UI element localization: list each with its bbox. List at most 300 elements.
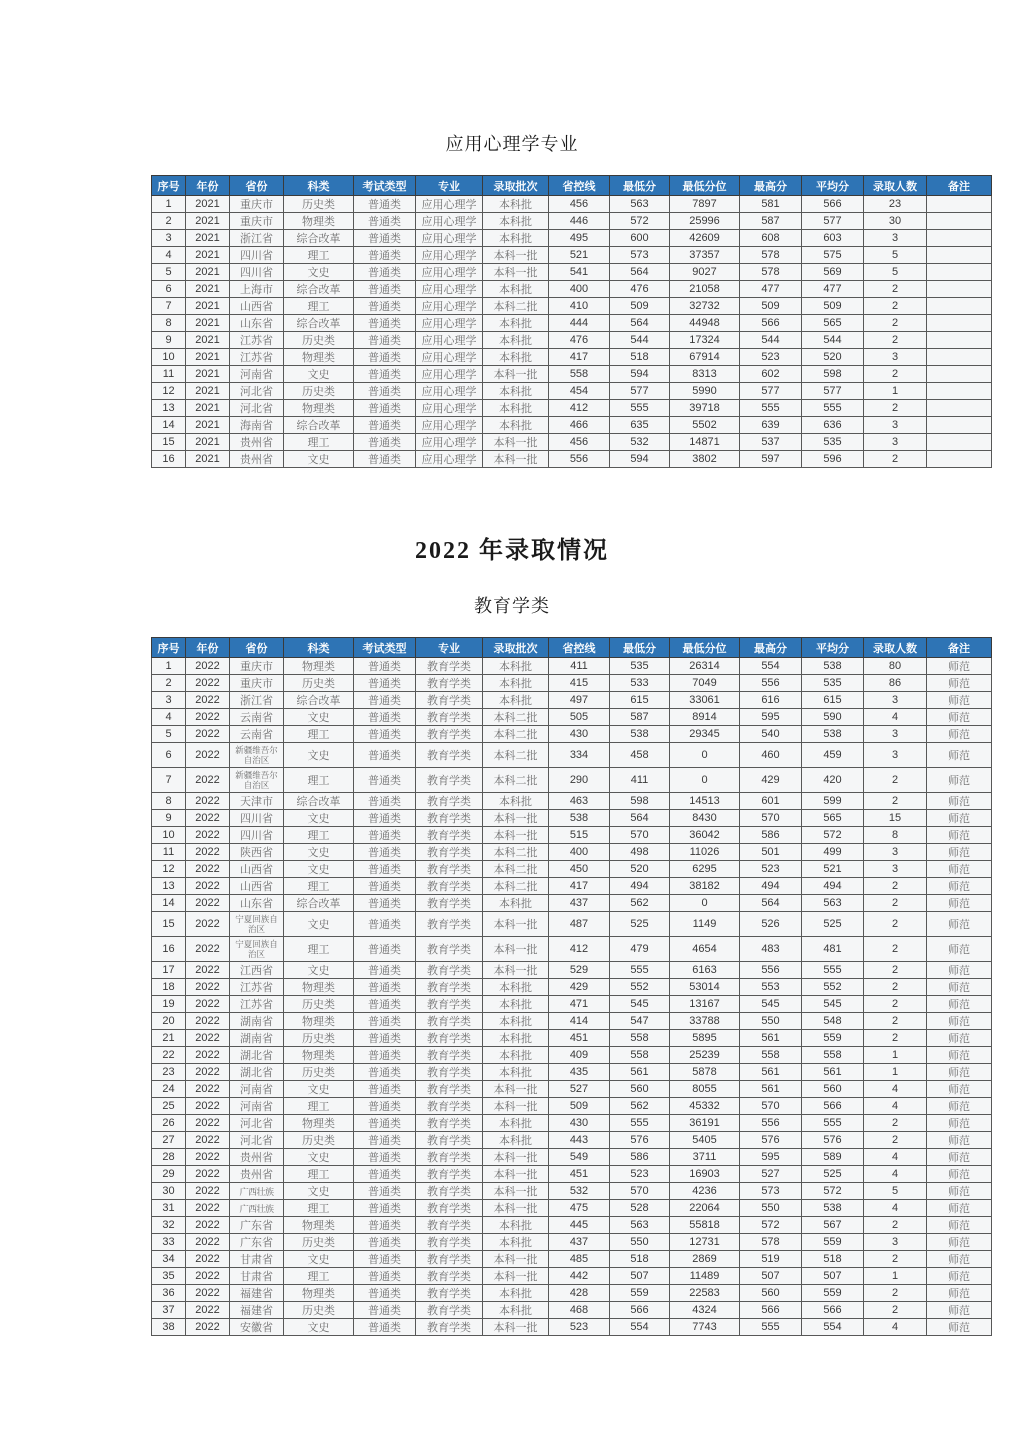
table-cell: 贵州省 bbox=[230, 451, 284, 468]
table-cell: 577 bbox=[740, 383, 802, 400]
table-cell: 555 bbox=[610, 962, 670, 979]
table-cell: 412 bbox=[549, 400, 610, 417]
table-cell: 23 bbox=[152, 1064, 186, 1081]
table-cell: 普通类 bbox=[354, 1166, 416, 1183]
table-cell: 1 bbox=[864, 1268, 927, 1285]
table-cell: 河北省 bbox=[230, 383, 284, 400]
section1-title: 应用心理学专业 bbox=[445, 134, 579, 154]
table-cell: 411 bbox=[610, 768, 670, 793]
table-cell: 5 bbox=[152, 264, 186, 281]
table-cell: 32 bbox=[152, 1217, 186, 1234]
table-cell: 456 bbox=[549, 434, 610, 451]
table-cell: 江苏省 bbox=[230, 332, 284, 349]
table-row bbox=[152, 1166, 992, 1183]
table-cell: 山东省 bbox=[230, 895, 284, 912]
table-cell: 572 bbox=[740, 1217, 802, 1234]
table-cell: 487 bbox=[549, 912, 610, 937]
table-cell: 历史类 bbox=[284, 332, 354, 349]
table-cell: 普通类 bbox=[354, 962, 416, 979]
table-cell: 理工 bbox=[284, 726, 354, 743]
table-cell: 本科二批 bbox=[483, 298, 549, 315]
table-cell: 教育学类 bbox=[416, 844, 483, 861]
table-cell: 教育学类 bbox=[416, 1166, 483, 1183]
column-header: 最高分 bbox=[740, 176, 802, 196]
table-row bbox=[152, 332, 992, 349]
table-row bbox=[152, 417, 992, 434]
table-cell: 应用心理学 bbox=[416, 417, 483, 434]
table-cell: 本科批 bbox=[483, 332, 549, 349]
table-cell: 2 bbox=[864, 1132, 927, 1149]
table-cell: 3 bbox=[152, 692, 186, 709]
table-cell: 文史 bbox=[284, 844, 354, 861]
table-cell: 师范 bbox=[927, 1302, 992, 1319]
table-cell: 教育学类 bbox=[416, 1047, 483, 1064]
table-cell: 507 bbox=[610, 1268, 670, 1285]
table-cell: 普通类 bbox=[354, 366, 416, 383]
column-header: 序号 bbox=[152, 638, 186, 658]
table-cell bbox=[927, 417, 992, 434]
table-cell: 文史 bbox=[284, 366, 354, 383]
table-cell: 25996 bbox=[670, 213, 740, 230]
table-cell: 290 bbox=[549, 768, 610, 793]
table-cell: 普通类 bbox=[354, 1234, 416, 1251]
table-cell: 544 bbox=[740, 332, 802, 349]
table-cell: 普通类 bbox=[354, 1081, 416, 1098]
column-header: 最低分 bbox=[610, 638, 670, 658]
table-cell: 本科一批 bbox=[483, 962, 549, 979]
table-cell: 四川省 bbox=[230, 264, 284, 281]
column-header: 备注 bbox=[927, 176, 992, 196]
table-cell: 5 bbox=[864, 247, 927, 264]
table-cell: 30 bbox=[152, 1183, 186, 1200]
table-cell: 476 bbox=[610, 281, 670, 298]
table-cell: 538 bbox=[802, 658, 864, 675]
table-cell: 494 bbox=[610, 878, 670, 895]
table-cell: 29 bbox=[152, 1166, 186, 1183]
table-cell: 普通类 bbox=[354, 844, 416, 861]
table-cell: 544 bbox=[610, 332, 670, 349]
table-cell: 陕西省 bbox=[230, 844, 284, 861]
table-cell: 547 bbox=[610, 1013, 670, 1030]
table-cell: 教育学类 bbox=[416, 658, 483, 675]
table-cell: 2 bbox=[864, 1217, 927, 1234]
table-cell: 普通类 bbox=[354, 213, 416, 230]
table-cell: 普通类 bbox=[354, 996, 416, 1013]
table-cell: 563 bbox=[610, 196, 670, 213]
table-cell: 云南省 bbox=[230, 709, 284, 726]
table-cell: 6163 bbox=[670, 962, 740, 979]
table-cell: 446 bbox=[549, 213, 610, 230]
table-cell: 湖南省 bbox=[230, 1030, 284, 1047]
table-cell: 30 bbox=[864, 213, 927, 230]
table-cell: 38 bbox=[152, 1319, 186, 1336]
table-cell: 437 bbox=[549, 1234, 610, 1251]
table-cell: 2022 bbox=[186, 1319, 230, 1336]
table-cell: 22064 bbox=[670, 1200, 740, 1217]
table-cell: 师范 bbox=[927, 844, 992, 861]
table-cell: 552 bbox=[802, 979, 864, 996]
table-row bbox=[152, 315, 992, 332]
table-cell bbox=[927, 213, 992, 230]
table-row bbox=[152, 1149, 992, 1166]
table-cell: 561 bbox=[740, 1064, 802, 1081]
column-header: 省份 bbox=[230, 176, 284, 196]
table-cell: 普通类 bbox=[354, 658, 416, 675]
table-cell: 561 bbox=[802, 1064, 864, 1081]
table-cell: 545 bbox=[740, 996, 802, 1013]
table-cell: 2022 bbox=[186, 878, 230, 895]
table-cell: 559 bbox=[802, 1030, 864, 1047]
table-cell: 555 bbox=[802, 1115, 864, 1132]
table-cell: 565 bbox=[802, 810, 864, 827]
table-row bbox=[152, 281, 992, 298]
table-cell: 重庆市 bbox=[230, 675, 284, 692]
table-cell: 师范 bbox=[927, 861, 992, 878]
table-cell: 理工 bbox=[284, 1166, 354, 1183]
table-cell: 2022 bbox=[186, 658, 230, 675]
table-cell: 460 bbox=[740, 743, 802, 768]
table-cell: 26 bbox=[152, 1115, 186, 1132]
table-cell: 本科批 bbox=[483, 1047, 549, 1064]
table-cell: 历史类 bbox=[284, 383, 354, 400]
table-row bbox=[152, 400, 992, 417]
table-cell: 江苏省 bbox=[230, 349, 284, 366]
table-row bbox=[152, 1268, 992, 1285]
table-cell: 0 bbox=[670, 768, 740, 793]
table-cell: 8 bbox=[152, 315, 186, 332]
table-row bbox=[152, 1251, 992, 1268]
table-cell: 广东省 bbox=[230, 1217, 284, 1234]
table-cell: 494 bbox=[740, 878, 802, 895]
table-cell: 497 bbox=[549, 692, 610, 709]
table-cell: 586 bbox=[740, 827, 802, 844]
table-cell: 应用心理学 bbox=[416, 400, 483, 417]
table-cell: 459 bbox=[802, 743, 864, 768]
table-cell: 湖北省 bbox=[230, 1064, 284, 1081]
column-header: 科类 bbox=[284, 638, 354, 658]
column-header: 专业 bbox=[416, 176, 483, 196]
table-cell: 2 bbox=[152, 675, 186, 692]
table-cell: 师范 bbox=[927, 1030, 992, 1047]
table-cell: 2 bbox=[864, 878, 927, 895]
table-cell: 3 bbox=[864, 417, 927, 434]
table-cell: 本科一批 bbox=[483, 1200, 549, 1217]
table-cell: 4324 bbox=[670, 1302, 740, 1319]
table-row bbox=[152, 434, 992, 451]
table-cell: 521 bbox=[802, 861, 864, 878]
table-cell: 上海市 bbox=[230, 281, 284, 298]
table-cell: 2022 bbox=[186, 912, 230, 937]
table-cell: 523 bbox=[549, 1319, 610, 1336]
table-cell: 8914 bbox=[670, 709, 740, 726]
table-cell: 本科批 bbox=[483, 196, 549, 213]
table-cell: 本科一批 bbox=[483, 1251, 549, 1268]
table-cell: 2021 bbox=[186, 400, 230, 417]
table-cell: 文史 bbox=[284, 962, 354, 979]
table-cell: 2022 bbox=[186, 962, 230, 979]
table-cell: 物理类 bbox=[284, 1115, 354, 1132]
table-cell: 应用心理学 bbox=[416, 366, 483, 383]
table-cell: 江苏省 bbox=[230, 996, 284, 1013]
table-cell: 2 bbox=[864, 996, 927, 1013]
table-cell: 597 bbox=[740, 451, 802, 468]
table-body bbox=[152, 196, 992, 468]
table-cell: 562 bbox=[610, 1098, 670, 1115]
table-cell: 578 bbox=[740, 264, 802, 281]
table-cell: 2021 bbox=[186, 247, 230, 264]
table-cell: 13167 bbox=[670, 996, 740, 1013]
table-cell: 410 bbox=[549, 298, 610, 315]
table-cell: 527 bbox=[549, 1081, 610, 1098]
table-cell: 师范 bbox=[927, 1081, 992, 1098]
table-cell: 本科批 bbox=[483, 213, 549, 230]
table-row bbox=[152, 895, 992, 912]
table-cell: 67914 bbox=[670, 349, 740, 366]
table-cell: 572 bbox=[610, 213, 670, 230]
table-cell: 本科一批 bbox=[483, 1319, 549, 1336]
table-cell: 重庆市 bbox=[230, 658, 284, 675]
table-cell: 456 bbox=[549, 196, 610, 213]
table-cell: 442 bbox=[549, 1268, 610, 1285]
table-cell: 556 bbox=[740, 1115, 802, 1132]
table-cell: 454 bbox=[549, 383, 610, 400]
table-cell: 3 bbox=[864, 861, 927, 878]
table-cell: 417 bbox=[549, 878, 610, 895]
table-cell: 550 bbox=[610, 1234, 670, 1251]
table-cell: 494 bbox=[802, 878, 864, 895]
table-cell: 32732 bbox=[670, 298, 740, 315]
table-cell: 历史类 bbox=[284, 996, 354, 1013]
table-cell: 综合改革 bbox=[284, 230, 354, 247]
table-row bbox=[152, 768, 992, 793]
table-cell: 师范 bbox=[927, 979, 992, 996]
table-cell: 2022 bbox=[186, 1234, 230, 1251]
table-body bbox=[152, 658, 992, 1336]
table-cell: 教育学类 bbox=[416, 1098, 483, 1115]
table-cell: 14871 bbox=[670, 434, 740, 451]
column-header: 科类 bbox=[284, 176, 354, 196]
table-cell: 635 bbox=[610, 417, 670, 434]
table-cell: 501 bbox=[740, 844, 802, 861]
table-cell: 江西省 bbox=[230, 962, 284, 979]
table-cell: 天津市 bbox=[230, 793, 284, 810]
table-cell: 400 bbox=[549, 844, 610, 861]
table-cell: 9 bbox=[152, 810, 186, 827]
table-cell: 481 bbox=[802, 937, 864, 962]
table-cell: 应用心理学 bbox=[416, 247, 483, 264]
table-cell: 548 bbox=[802, 1013, 864, 1030]
table-cell: 本科批 bbox=[483, 417, 549, 434]
table-cell: 普通类 bbox=[354, 417, 416, 434]
table-cell: 普通类 bbox=[354, 298, 416, 315]
table-row bbox=[152, 878, 992, 895]
table-cell: 本科批 bbox=[483, 281, 549, 298]
table-cell: 596 bbox=[802, 451, 864, 468]
table-cell: 80 bbox=[864, 658, 927, 675]
table-cell: 应用心理学 bbox=[416, 434, 483, 451]
table-cell: 宁夏回族自治区 bbox=[230, 912, 284, 937]
table-cell: 2022 bbox=[186, 996, 230, 1013]
table-cell: 理工 bbox=[284, 247, 354, 264]
table-cell: 555 bbox=[802, 962, 864, 979]
table-row bbox=[152, 912, 992, 937]
table-cell: 师范 bbox=[927, 878, 992, 895]
table-cell: 2022 bbox=[186, 743, 230, 768]
table-cell: 518 bbox=[610, 1251, 670, 1268]
table-cell: 566 bbox=[802, 1098, 864, 1115]
table-cell: 普通类 bbox=[354, 1013, 416, 1030]
table-cell: 445 bbox=[549, 1217, 610, 1234]
table-cell: 13 bbox=[152, 400, 186, 417]
table-cell: 572 bbox=[802, 1183, 864, 1200]
table-cell: 应用心理学 bbox=[416, 383, 483, 400]
table-cell: 普通类 bbox=[354, 247, 416, 264]
table-cell: 4 bbox=[864, 1200, 927, 1217]
table-cell: 5 bbox=[864, 264, 927, 281]
table-cell: 420 bbox=[802, 768, 864, 793]
table-cell: 2022 bbox=[186, 1149, 230, 1166]
table-cell: 师范 bbox=[927, 1166, 992, 1183]
table-cell bbox=[927, 247, 992, 264]
table-cell: 16903 bbox=[670, 1166, 740, 1183]
table-row bbox=[152, 264, 992, 281]
table-cell: 教育学类 bbox=[416, 1251, 483, 1268]
table-cell: 浙江省 bbox=[230, 230, 284, 247]
table-cell: 537 bbox=[740, 434, 802, 451]
table-cell: 0 bbox=[670, 895, 740, 912]
table-cell: 本科二批 bbox=[483, 768, 549, 793]
table-cell: 33788 bbox=[670, 1013, 740, 1030]
table-cell: 普通类 bbox=[354, 1030, 416, 1047]
table-cell: 22583 bbox=[670, 1285, 740, 1302]
table-cell: 本科批 bbox=[483, 979, 549, 996]
table-cell: 教育学类 bbox=[416, 827, 483, 844]
table-cell: 本科批 bbox=[483, 658, 549, 675]
table-cell: 16 bbox=[152, 937, 186, 962]
table-cell: 物理类 bbox=[284, 1285, 354, 1302]
table-cell: 师范 bbox=[927, 1200, 992, 1217]
table-row bbox=[152, 1030, 992, 1047]
table-cell: 理工 bbox=[284, 1098, 354, 1115]
table-cell: 565 bbox=[802, 315, 864, 332]
table-cell bbox=[927, 298, 992, 315]
column-header: 平均分 bbox=[802, 176, 864, 196]
table-cell: 普通类 bbox=[354, 895, 416, 912]
table-cell: 599 bbox=[802, 793, 864, 810]
table-cell: 2 bbox=[864, 793, 927, 810]
table-row bbox=[152, 937, 992, 962]
table-cell: 5 bbox=[864, 1183, 927, 1200]
table-cell: 历史类 bbox=[284, 196, 354, 213]
table-cell: 师范 bbox=[927, 937, 992, 962]
table-cell: 2 bbox=[864, 400, 927, 417]
table-cell: 师范 bbox=[927, 1285, 992, 1302]
table-cell: 21058 bbox=[670, 281, 740, 298]
table-cell: 576 bbox=[802, 1132, 864, 1149]
table-cell: 485 bbox=[549, 1251, 610, 1268]
table-cell: 570 bbox=[610, 1183, 670, 1200]
table-cell: 17324 bbox=[670, 332, 740, 349]
table-cell: 2021 bbox=[186, 417, 230, 434]
table-cell: 本科批 bbox=[483, 1302, 549, 1319]
table-cell: 2021 bbox=[186, 349, 230, 366]
table-cell: 理工 bbox=[284, 768, 354, 793]
table-row bbox=[152, 1234, 992, 1251]
table-cell: 533 bbox=[610, 675, 670, 692]
table-cell: 2 bbox=[864, 451, 927, 468]
table-cell: 563 bbox=[610, 1217, 670, 1234]
table-row bbox=[152, 1081, 992, 1098]
table-cell: 23 bbox=[864, 196, 927, 213]
table-cell: 4 bbox=[864, 1081, 927, 1098]
table-cell: 本科批 bbox=[483, 1064, 549, 1081]
table-cell: 9027 bbox=[670, 264, 740, 281]
table-cell: 教育学类 bbox=[416, 726, 483, 743]
table-cell: 570 bbox=[740, 1098, 802, 1115]
table-cell: 教育学类 bbox=[416, 1302, 483, 1319]
table-cell: 本科批 bbox=[483, 1234, 549, 1251]
column-header: 最低分位 bbox=[670, 176, 740, 196]
table-cell: 应用心理学 bbox=[416, 332, 483, 349]
table-cell: 普通类 bbox=[354, 692, 416, 709]
table-cell: 教育学类 bbox=[416, 1149, 483, 1166]
table-cell: 普通类 bbox=[354, 1115, 416, 1132]
table-cell: 师范 bbox=[927, 1217, 992, 1234]
table-cell: 福建省 bbox=[230, 1302, 284, 1319]
table-cell: 55818 bbox=[670, 1217, 740, 1234]
table-cell: 2021 bbox=[186, 332, 230, 349]
table-cell bbox=[927, 400, 992, 417]
table-cell: 河北省 bbox=[230, 400, 284, 417]
table-cell: 普通类 bbox=[354, 230, 416, 247]
table-cell: 6 bbox=[152, 281, 186, 298]
table-cell: 应用心理学 bbox=[416, 213, 483, 230]
table-cell: 山西省 bbox=[230, 878, 284, 895]
table-cell: 物理类 bbox=[284, 1217, 354, 1234]
table-cell: 558 bbox=[549, 366, 610, 383]
table-cell: 505 bbox=[549, 709, 610, 726]
table-cell: 普通类 bbox=[354, 1217, 416, 1234]
table-row bbox=[152, 675, 992, 692]
table-cell: 7743 bbox=[670, 1319, 740, 1336]
table-cell: 560 bbox=[740, 1285, 802, 1302]
table-cell: 558 bbox=[802, 1047, 864, 1064]
table-cell: 本科一批 bbox=[483, 1149, 549, 1166]
table-cell: 2 bbox=[864, 1285, 927, 1302]
table-cell: 物理类 bbox=[284, 979, 354, 996]
table-cell: 15 bbox=[152, 434, 186, 451]
table-cell: 本科批 bbox=[483, 400, 549, 417]
table-cell: 523 bbox=[610, 1166, 670, 1183]
table-cell: 普通类 bbox=[354, 979, 416, 996]
table-cell: 495 bbox=[549, 230, 610, 247]
table-cell: 10 bbox=[152, 827, 186, 844]
table-cell: 1 bbox=[864, 383, 927, 400]
table-cell: 5895 bbox=[670, 1030, 740, 1047]
table-cell: 18 bbox=[152, 979, 186, 996]
table-cell: 教育学类 bbox=[416, 709, 483, 726]
table-cell: 理工 bbox=[284, 434, 354, 451]
table-cell: 42609 bbox=[670, 230, 740, 247]
table-cell: 570 bbox=[610, 827, 670, 844]
column-header: 最低分 bbox=[610, 176, 670, 196]
table-cell: 429 bbox=[549, 979, 610, 996]
table-cell: 561 bbox=[610, 1064, 670, 1081]
table-cell: 本科批 bbox=[483, 895, 549, 912]
table-cell: 广东省 bbox=[230, 1234, 284, 1251]
table-cell: 本科一批 bbox=[483, 810, 549, 827]
table-cell: 师范 bbox=[927, 912, 992, 937]
